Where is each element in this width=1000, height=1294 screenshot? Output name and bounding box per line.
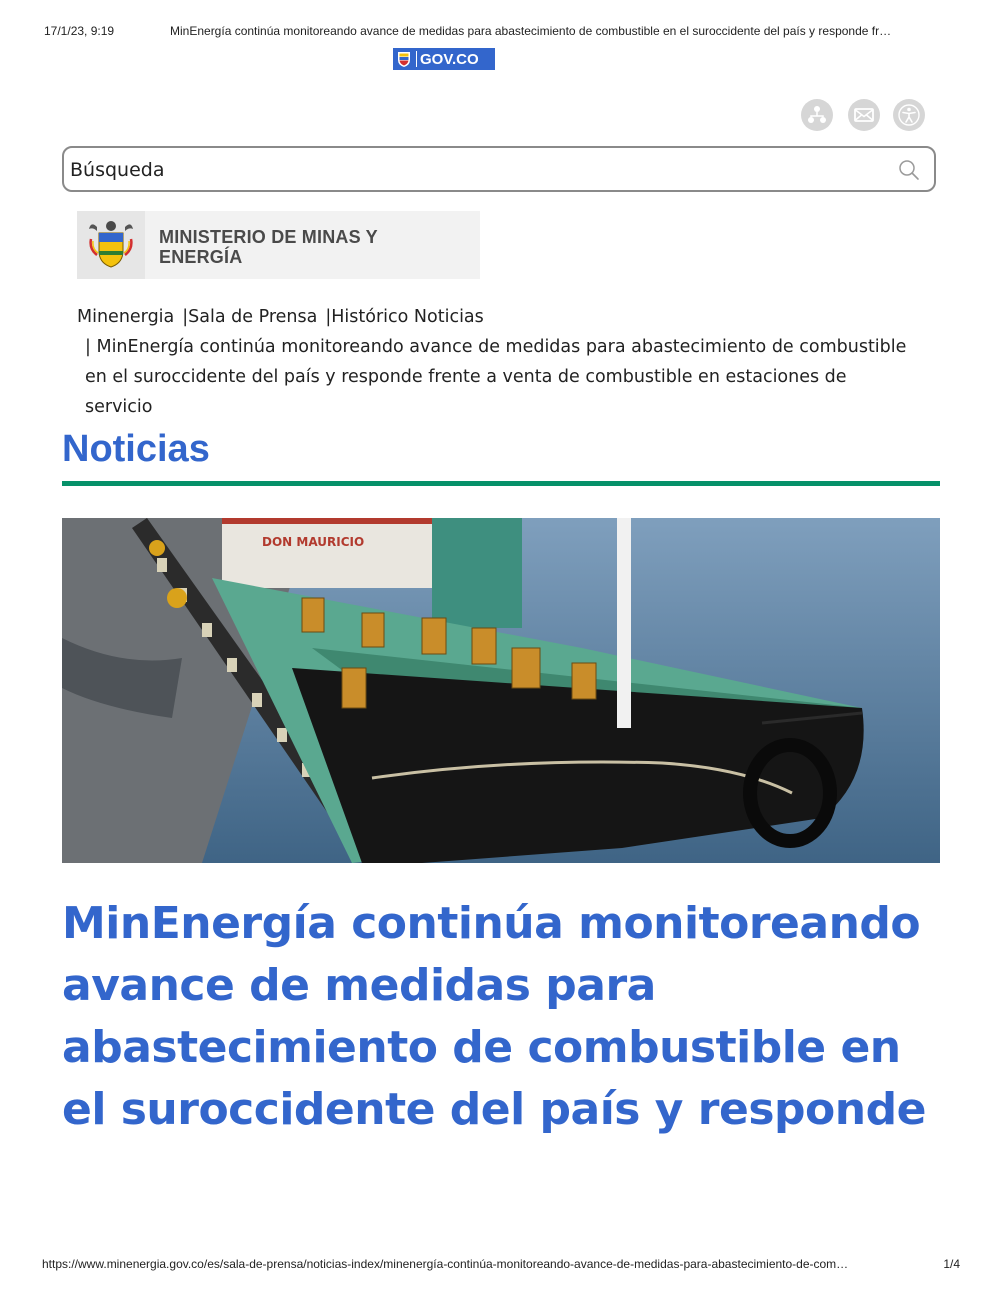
- contact-button[interactable]: [848, 99, 880, 131]
- ministry-name: MINISTERIO DE MINAS Y ENERGÍA: [159, 227, 378, 267]
- sitemap-icon: [807, 105, 827, 125]
- govco-link[interactable]: [393, 48, 495, 70]
- govco-label: GOV.CO: [420, 50, 479, 68]
- breadcrumb-item-sala-de-prensa[interactable]: Sala de Prensa: [188, 307, 318, 327]
- print-page-number: 1/4: [943, 1257, 960, 1271]
- section-title: Noticias: [62, 428, 210, 470]
- search-input[interactable]: [68, 158, 872, 182]
- fuel-barge-image: [62, 518, 940, 863]
- article-headline: MinEnergía continúa monitoreando avance de medidas para abastecimiento de combustible en el suroccidente del país y responde: [62, 898, 926, 1135]
- breadcrumb-item-historico-noticias[interactable]: Histórico Noticias: [331, 307, 484, 327]
- ministry-logo-block[interactable]: [77, 211, 480, 279]
- breadcrumb-separator: |: [325, 307, 332, 327]
- colombia-shield-icon: [396, 50, 412, 68]
- search-icon[interactable]: [898, 159, 920, 181]
- accessibility-icon: [898, 104, 920, 126]
- colombia-coat-of-arms-icon: [87, 219, 135, 271]
- article-photo: [62, 518, 940, 863]
- breadcrumb: [77, 302, 917, 422]
- breadcrumb-separator: |: [85, 337, 97, 357]
- print-url: https://www.minenergia.gov.co/es/sala-de-prensa/noticias-index/minenergía-continúa-monitoreando-avance-de-medidas-para-abastecimiento-de-com…: [42, 1257, 849, 1271]
- print-page-title: MinEnergía continúa monitoreando avance de medidas para abastecimiento de combustible en el suroccidente del país y responde fr…: [170, 24, 892, 38]
- search-box: [62, 146, 936, 192]
- boat-name-text: DON MAURICIO: [262, 535, 365, 549]
- breadcrumb-item-minenergia[interactable]: Minenergia: [77, 307, 175, 327]
- govco-separator: [416, 51, 417, 67]
- section-divider: [62, 481, 940, 486]
- breadcrumb-current: MinEnergía continúa monitoreando avance de medidas para abastecimiento de combustible en el suroccidente del país y responde frente a venta de combustible en estaciones de servicio: [85, 337, 907, 417]
- crest-container: [77, 211, 145, 279]
- mail-icon: [854, 107, 874, 123]
- accessibility-button[interactable]: [893, 99, 925, 131]
- sitemap-button[interactable]: [801, 99, 833, 131]
- print-timestamp: 17/1/23, 9:19: [44, 24, 115, 38]
- breadcrumb-separator: |: [182, 307, 189, 327]
